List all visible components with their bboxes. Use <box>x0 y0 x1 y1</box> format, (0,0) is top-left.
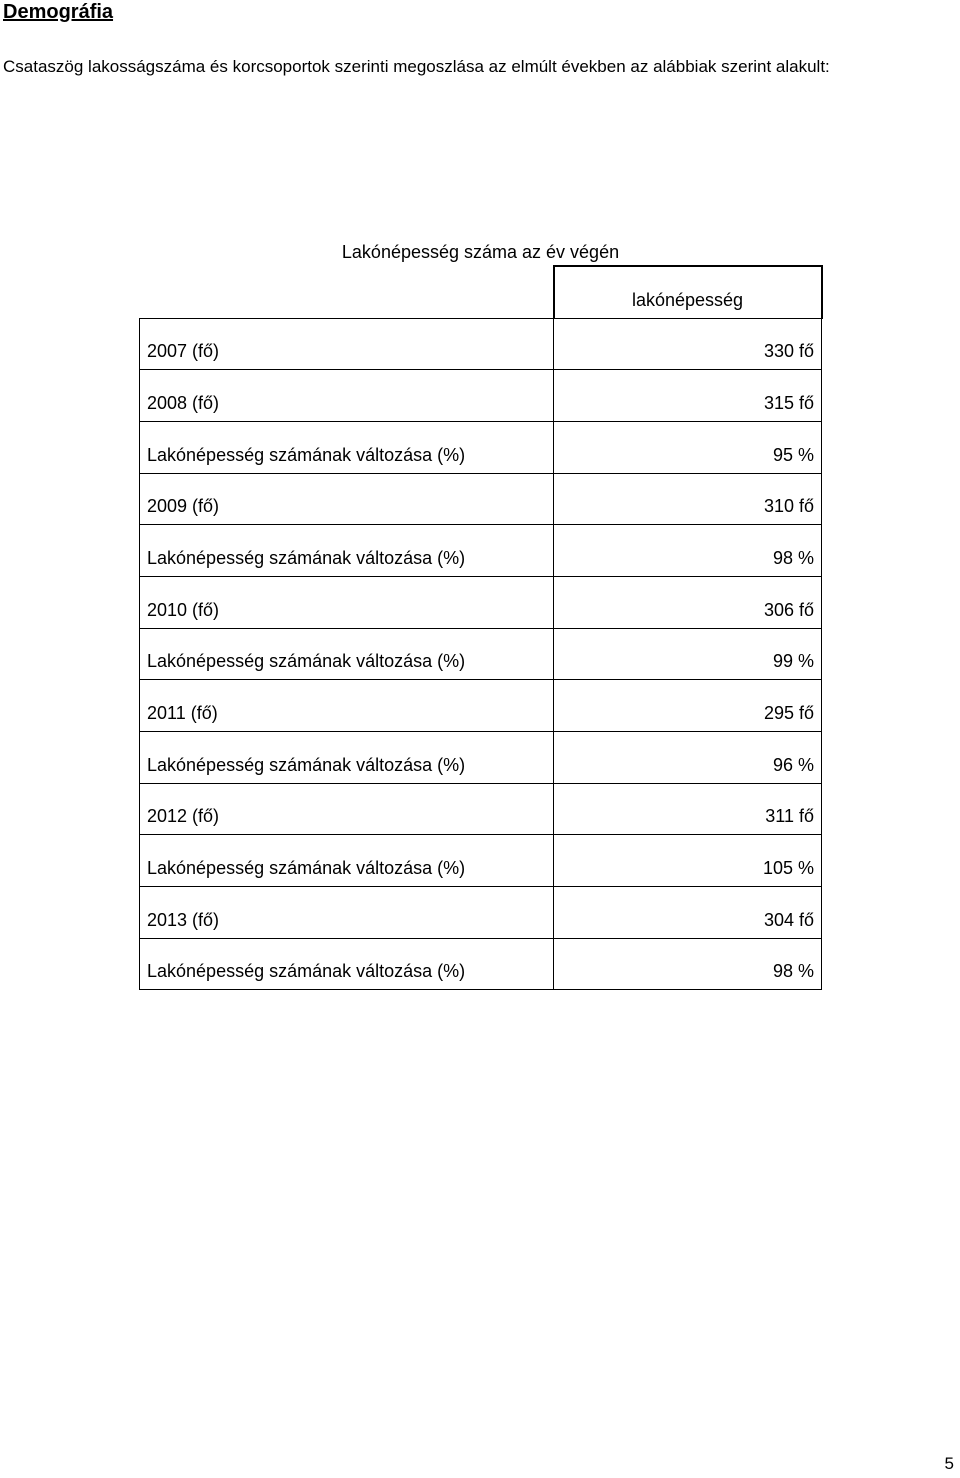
row-value: 96 % <box>554 732 822 784</box>
table-row <box>140 318 822 370</box>
page-number: 5 <box>944 1454 954 1473</box>
row-label: Lakónépesség számának változása (%) <box>140 525 554 577</box>
row-value: 105 % <box>554 835 822 887</box>
row-label: 2010 (fő) <box>140 576 554 628</box>
row-value: 304 fő <box>554 887 822 939</box>
row-label: 2011 (fő) <box>140 680 554 732</box>
row-value: 98 % <box>554 525 822 577</box>
table-row <box>140 628 822 680</box>
table-row <box>140 680 822 732</box>
table-caption: Lakónépesség száma az év végén <box>341 242 620 262</box>
row-label: 2007 (fő) <box>140 318 554 370</box>
table-header-empty-cell <box>140 266 554 318</box>
table-row <box>140 473 822 525</box>
table-row <box>140 525 822 577</box>
population-table <box>139 265 823 990</box>
row-label: Lakónépesség számának változása (%) <box>140 732 554 784</box>
intro-paragraph: Csataszög lakosságszáma és korcsoportok szerinti megoszlása az elmúlt években az alábbiak szerint alakult: <box>3 57 830 76</box>
row-value: 330 fő <box>554 318 822 370</box>
row-label: 2012 (fő) <box>140 783 554 835</box>
row-value: 98 % <box>554 938 822 990</box>
table-header-row <box>140 266 822 318</box>
row-value: 99 % <box>554 628 822 680</box>
row-label: Lakónépesség számának változása (%) <box>140 938 554 990</box>
row-label: Lakónépesség számának változása (%) <box>140 835 554 887</box>
table-row <box>140 938 822 990</box>
table-row <box>140 783 822 835</box>
row-value: 95 % <box>554 421 822 473</box>
table-row <box>140 887 822 939</box>
table-row <box>140 732 822 784</box>
row-value: 295 fő <box>554 680 822 732</box>
row-value: 315 fő <box>554 370 822 422</box>
table-column-header: lakónépesség <box>554 266 822 318</box>
table-row <box>140 835 822 887</box>
row-value: 310 fő <box>554 473 822 525</box>
row-value: 306 fő <box>554 576 822 628</box>
row-label: 2013 (fő) <box>140 887 554 939</box>
row-label: Lakónépesség számának változása (%) <box>140 628 554 680</box>
section-heading: Demográfia <box>3 1 114 23</box>
row-value: 311 fő <box>554 783 822 835</box>
row-label: 2008 (fő) <box>140 370 554 422</box>
table-row <box>140 370 822 422</box>
row-label: Lakónépesség számának változása (%) <box>140 421 554 473</box>
row-label: 2009 (fő) <box>140 473 554 525</box>
table-row <box>140 576 822 628</box>
table-row <box>140 421 822 473</box>
